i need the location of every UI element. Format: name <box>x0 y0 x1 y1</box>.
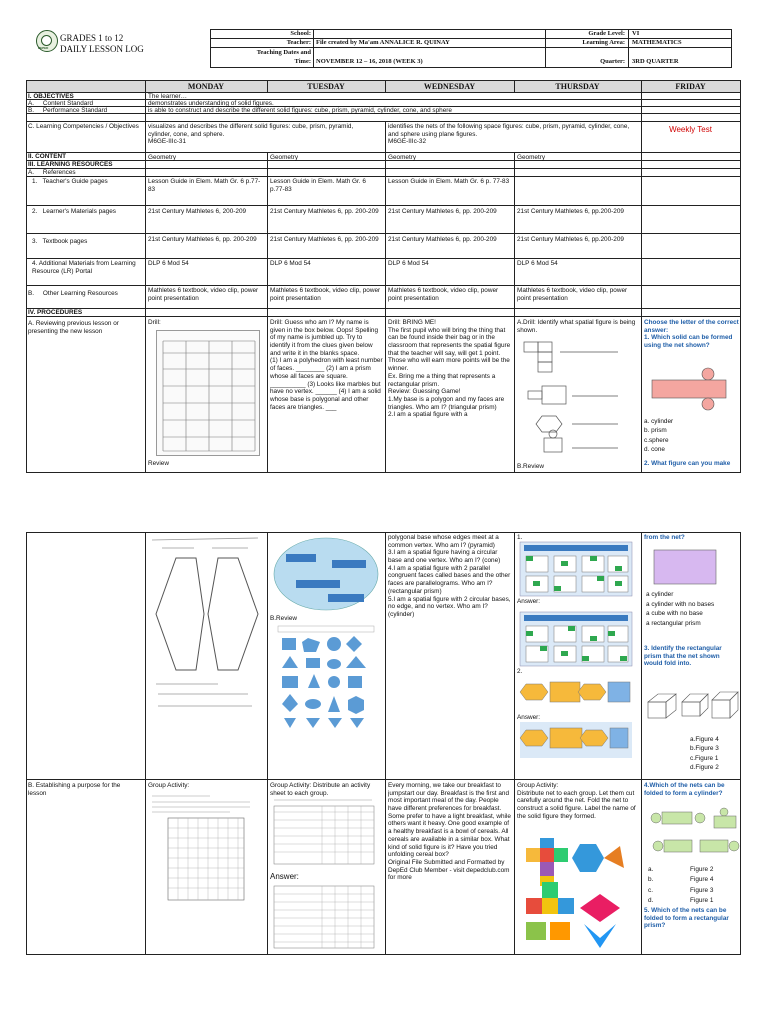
fri-q4-letters: a. b. c. d. <box>648 866 654 904</box>
content-std-label: A. Content Standard <box>28 100 94 107</box>
perf-std-label: B. Performance Standard <box>28 107 108 114</box>
review-fri-question: Choose the letter of the correct answer: 1. Which solid can be formed using the net shown? <box>644 319 739 350</box>
olr-mon: Mathletes 6 textbook, video clip, power point presentation <box>148 287 259 302</box>
procedures-label: IV. PROCEDURES <box>28 309 83 316</box>
drill-table-lines <box>157 331 261 457</box>
dates-value: NOVEMBER 12 – 16, 2018 (WEEK 3) <box>316 58 423 65</box>
day-monday: MONDAY <box>187 82 225 91</box>
grade-value: VI <box>632 30 640 37</box>
objectives-value: The learner… <box>148 93 188 100</box>
day-friday: FRIDAY <box>675 82 706 91</box>
content-wed: Geometry <box>388 154 417 161</box>
olr-wed: Mathletes 6 textbook, video clip, power point presentation <box>388 287 499 302</box>
am-mon: DLP 6 Mod 54 <box>148 260 189 267</box>
fri-page2-options: a cylinder a cylinder with no bases a cube with no base a rectangular prism <box>646 591 715 627</box>
thu-item-1: 1. <box>517 534 523 541</box>
objectives-label: I. OBJECTIVES <box>28 93 74 100</box>
perf-std-value: is able to construct and describe the different solid figures: cube, prism, pyramid, cylinder, cone, and sphere <box>148 107 452 114</box>
review-label: A. Reviewing previous lesson or presenting the new lesson <box>28 320 119 335</box>
weekly-test-label: Weekly Test <box>669 125 712 134</box>
lm-tue: 21st Century Mathletes 6, pp. 200-209 <box>270 208 379 215</box>
tue-shapes-grid <box>272 622 380 734</box>
tue-activity-sheet <box>272 798 382 866</box>
am-thu: DLP 6 Mod 54 <box>517 260 558 267</box>
tue-review-label: B.Review <box>270 615 297 622</box>
mon-worksheet-image <box>148 534 264 774</box>
review-fri-options: a. cylinder b. prism c.sphere d. cone <box>644 418 674 453</box>
review-thu: A.Drill: Identify what spatial figure is being shown. <box>517 319 636 334</box>
competencies-mon-tue: visualizes and describes the different solid figures: cube, prism, pyramid, cylinder, cone, and sphere. M6GE-IIIc-31 <box>148 123 354 146</box>
fri-q3-options: a.Figure 4 b.Figure 3 c.Figure 1 d.Figure 2 <box>690 736 719 771</box>
fri-q3: 3. Identify the rectangular prism that the net shown would fold into. <box>644 645 722 668</box>
tg-tue: Lesson Guide in Elem. Math Gr. 6 p.77-83 <box>270 178 366 193</box>
deped-logo: DEPED <box>36 30 58 52</box>
fri-from-net: from the net? <box>644 534 685 541</box>
tg-wed: Lesson Guide in Elem. Math Gr. 6 p. 77-83 <box>388 178 510 185</box>
tb-tue: 21st Century Mathletes 6, pp. 200-209 <box>270 236 379 243</box>
tb-wed: 21st Century Mathletes 6, pp. 200-209 <box>388 236 497 243</box>
am-label: 4. Additional Materials from Learning Resource (LR) Portal <box>32 260 136 275</box>
review-tue: Drill: Guess who am I? My name is given in the box below. Oops! Spelling of my name is jumbled up. Try to identify it from the clues given below and write it in the blanks space. (1) I am a polyhedron with least number of faces. ________ (2) I am a prism whose all faces are square. __________ (3) Looks like marbles but have no vertex. ______ (4) I am a solid whose base is polygonal and other faces are triangles. ___ <box>270 319 383 411</box>
q1-net-figure <box>650 366 730 412</box>
wed-page2-text: polygonal base whose edges meet at a common vertex. Who am I? (pyramid) 3.I am a spatial figure having a circular base and one vertex. Who am I? (cone) 4.I am a spatial figure with 2 parallel congruent faces called bases and the other faces are parallelograms. Who am I? (rectangular prism) 5.I am a spatial figure with 2 circular bases, no edge, and no vertex. Who am I? (cylinder) <box>388 534 511 618</box>
review-fri-q2: 2. What figure can you make <box>644 460 731 467</box>
q3-prism-figures <box>646 686 740 726</box>
purpose-thu: Group Activity: Distribute net to each group. Let them cut carefully around the net. Fold the net to construct a solid figure. Label the name of the solid figure they formed. <box>517 782 636 820</box>
purpose-tue: Group Activity: Distribute an activity sheet to each group. <box>270 782 371 797</box>
review-mon-drill: Drill: <box>148 319 161 326</box>
school-label: School: <box>290 30 311 37</box>
q2-net-figure <box>654 550 718 586</box>
area-label: Learning Area: <box>582 39 625 46</box>
am-tue: DLP 6 Mod 54 <box>270 260 311 267</box>
day-tuesday: TUESDAY <box>307 82 345 91</box>
thu-net-image <box>520 678 632 714</box>
review-thu-review: B.Review <box>517 463 544 470</box>
tg-mon: Lesson Guide in Elem. Math Gr. 6 p.77-83 <box>148 178 261 193</box>
header-title-line1: GRADES 1 to 12 <box>60 33 124 43</box>
purpose-mon: Group Activity: <box>148 782 190 789</box>
competencies-wed-thu: identifies the nets of the following space figures: cube, prism, pyramid, cylinder, cone, and sphere using plane figures. M6GE-IIIc-32 <box>388 123 630 146</box>
lm-thu: 21st Century Mathletes 6, pp.200-209 <box>517 208 624 215</box>
quarter-value: 3RD QUARTER <box>632 58 679 65</box>
tb-mon: 21st Century Mathletes 6, pp. 200-209 <box>148 236 257 243</box>
thu-drill-shapes <box>520 336 630 460</box>
tb-thu: 21st Century Mathletes 6, pp.200-209 <box>517 236 624 243</box>
drill-table-image <box>156 330 260 456</box>
q4-net-figures <box>648 808 740 862</box>
fri-q4: 4.Which of the nets can be folded to form a cylinder? <box>644 782 725 797</box>
header-title-line2: DAILY LESSON LOG <box>60 44 144 54</box>
grade-label: Grade Level: <box>588 30 625 37</box>
thu-grid-image-1 <box>520 542 632 596</box>
tue-circle-diagram <box>272 536 380 612</box>
hexagon-diagram <box>148 534 264 774</box>
olr-thu: Mathletes 6 textbook, video clip, power point presentation <box>517 287 628 302</box>
content-label: II. CONTENT <box>28 153 66 160</box>
content-thu: Geometry <box>517 154 546 161</box>
purpose-wed: Every morning, we take our breakfast to jumpstart our day. Breakfast is the first and most important meal of the day. People have different preferences for breakfast. Some prefer to have a light breakfast, while others want it heavy. One good example of a healthy breakfast is a bowl of cereals. All cereals are available in a similar box. What kind of solid figure is it? Have you tried unfolding cereal box? Original File Submitted and Formatted by DepEd Club Member - visit depedclub.com for more <box>388 782 511 882</box>
thu-net-image-2 <box>520 722 632 758</box>
teacher-value: File created by Ma'am ANNALICE R. QUINAY <box>316 39 450 46</box>
quarter-label: Quarter: <box>600 58 625 65</box>
thu-answer-2: Answer: <box>517 714 541 721</box>
dates-label: Teaching Dates and Time: <box>256 49 311 65</box>
content-tue: Geometry <box>270 154 299 161</box>
review-mon-review: Review <box>148 460 169 467</box>
tue-answer-sheet <box>272 884 382 950</box>
content-mon: Geometry <box>148 154 177 161</box>
thu-grid-image-2 <box>520 612 632 666</box>
competencies-label: C. Learning Competencies / Objectives <box>28 123 139 130</box>
fri-q4-values: Figure 2 Figure 4 Figure 3 Figure 1 <box>690 866 714 904</box>
tue-answer: Answer: <box>270 872 299 881</box>
thu-item-2: 2. <box>517 668 523 675</box>
review-wed: Drill: BRING ME! The first pupil who will bring the thing that can be found inside their bag or in the classroom that represents the spatial figure that the teacher will say, will get 1 point. Those who will earn more points will be the winner. Ex. Bring me a thing that represents a rectangular prism. Review: Guessing Game! 1.My base is a polygon and my faces are triangles. Who am I? (triangular prism) 2.I am a spatial figure with a <box>388 319 511 419</box>
day-wednesday: WEDNESDAY <box>423 82 476 91</box>
teacher-label: Teacher: <box>286 39 311 46</box>
thu-answer-1: Answer: <box>517 598 541 605</box>
lm-label: 2. Learner's Materials pages <box>32 208 116 215</box>
resources-label: III. LEARNING RESOURCES <box>28 161 113 168</box>
day-thursday: THURSDAY <box>555 82 600 91</box>
references-label: A. References <box>28 169 76 176</box>
purpose-label: B. Establishing a purpose for the lesson <box>28 782 121 797</box>
mon-wordsearch-image <box>150 792 262 902</box>
am-wed: DLP 6 Mod 54 <box>388 260 429 267</box>
area-value: MATHEMATICS <box>632 39 682 46</box>
lm-mon: 21st Century Mathletes 6, 200-209 <box>148 208 247 215</box>
olr-label: B. Other Learning Resources <box>28 290 118 297</box>
tb-label: 3. Textbook pages <box>32 238 88 245</box>
tg-label: 1. Teacher's Guide pages <box>32 178 108 185</box>
olr-tue: Mathletes 6 textbook, video clip, power point presentation <box>270 287 381 302</box>
fri-q5: 5. Which of the nets can be folded to form a rectangular prism? <box>644 907 729 930</box>
thu-nets-image <box>520 838 632 950</box>
content-std-value: demonstrates understanding of solid figures. <box>148 100 274 107</box>
lm-wed: 21st Century Mathletes 6, pp. 200-209 <box>388 208 497 215</box>
